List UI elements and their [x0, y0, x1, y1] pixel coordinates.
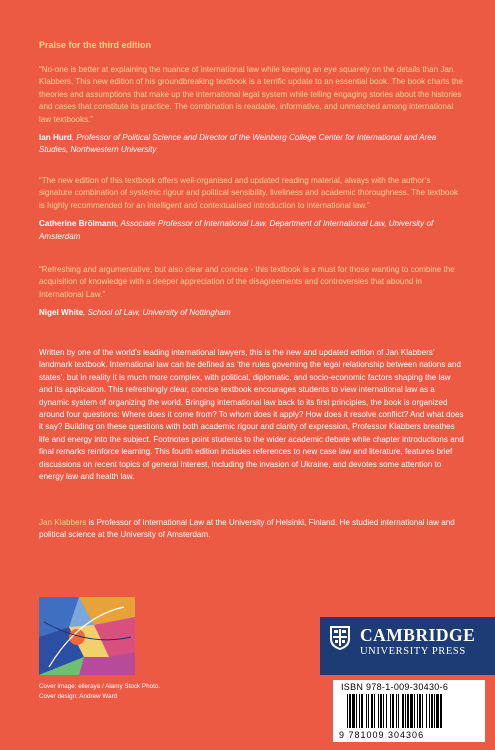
isbn-barcode-block: [333, 680, 485, 742]
barcode-bar: [349, 694, 351, 728]
praise-quote-3: [39, 264, 464, 320]
abstract-art-icon: [39, 597, 135, 675]
quote-author: Ian Hurd: [39, 133, 72, 143]
quote-attribution: [39, 132, 464, 157]
quote-text: “No-one is better at explaining the nuance of international law while keeping an eye squarely on the details than Jan Klabbers. This new edition of his groundbreaking textbook is a terrific update to an essential book. The book charts the theories and assumptions that make up the international legal system while telling engaging stories about the histories and cases that constitute its practice. The combination is readable, informative, and unmatched among international law textbooks.”: [39, 65, 463, 124]
barcode-bar: [383, 694, 384, 728]
barcode-digits: 9 781009 304306: [339, 730, 425, 740]
quote-attribution: [39, 307, 464, 319]
barcode-bar: [390, 694, 391, 728]
barcode-bar: [368, 694, 369, 728]
barcode-bar: [440, 694, 442, 728]
quote-author: Catherine Brölmann: [39, 219, 117, 229]
publisher-subname: UNIVERSITY PRESS: [360, 646, 466, 657]
barcode-bar: [414, 694, 415, 728]
barcode-bar: [429, 694, 430, 728]
barcode-icon: [337, 694, 481, 740]
cover-image-credit: Cover image: elleraya / Alamy Stock Photo.: [39, 683, 161, 690]
isbn-label: ISBN 978-1-009-30430-6: [341, 682, 449, 692]
barcode-bar: [436, 694, 439, 728]
quote-attribution: [39, 218, 464, 243]
barcode-bar: [371, 694, 373, 728]
barcode-bar: [434, 694, 435, 728]
quote-affiliation: , School of Law, University of Nottingham: [83, 308, 231, 318]
barcode-bar: [366, 694, 367, 728]
barcode-bar: [378, 694, 379, 728]
barcode-bar: [431, 694, 433, 728]
quote-affiliation: , Associate Professor of International Law, Department of International Law, University of Amsterdam: [39, 219, 434, 241]
barcode-bar: [410, 694, 413, 728]
barcode-bar: [361, 694, 363, 728]
quote-author: Nigel White: [39, 308, 84, 318]
barcode-bar: [347, 694, 348, 728]
barcode-bar: [396, 694, 397, 728]
barcode-bar: [392, 694, 394, 728]
quote-affiliation: , Professor of Political Science and Director of the Weinberg College Center for International and Area Studies, Northwestern University: [39, 133, 437, 155]
barcode-bar: [417, 694, 418, 728]
praise-quote-2: [39, 175, 464, 243]
barcode-bar: [405, 694, 406, 728]
barcode-bar: [380, 694, 382, 728]
quote-text: “Refreshing and argumentative, but also clear and concise - this textbook is a must for those wanting to combine the acquisition of knowledge with a deeper appreciation of the disagreements and controversies that abound in International Law.”: [39, 265, 455, 299]
barcode-bar: [407, 694, 409, 728]
author-name: Jan Klabbers: [39, 518, 87, 527]
author-bio-text: is Professor of International Law at the University of Helsinki, Finland. He studied international law and political science at the University of Amsterdam.: [39, 518, 455, 540]
barcode-bar: [398, 694, 399, 728]
praise-heading: Praise for the third edition: [39, 40, 152, 50]
quote-text: “The new edition of this textbook offers well-organised and updated reading material, always with the author’s signature combination of systemic rigour and political sensibility, liveliness and academic thoroughness. The textbook is highly recommended for an intelligent and contextualised introduction to international law.”: [39, 176, 458, 210]
author-bio: [39, 517, 464, 542]
barcode-bar: [356, 694, 357, 728]
praise-quote-1: [39, 64, 464, 157]
cover-credits: [39, 682, 160, 702]
barcode-bar: [386, 694, 387, 728]
cover-thumbnail-image: [39, 597, 135, 675]
barcode-bar: [419, 694, 421, 728]
publisher-name: CAMBRIDGE: [360, 625, 476, 645]
publisher-logo: [320, 617, 495, 675]
barcode-bar: [352, 694, 355, 728]
cambridge-crest-icon: [329, 625, 351, 651]
barcode-bar: [359, 694, 360, 728]
barcode-bar: [426, 694, 427, 728]
book-description: Written by one of the world’s leading international lawyers, this is the new and updated edition of Jan Klabbers’ landmark textbook. International law can be defined as ‘the rules governing the legal relationship between nations and states’, but in reality it is much more complex, with political, diplomatic, and socio-economic factors shaping the law and its application. This refreshingly clear, concise textbook encourages students to view international law as a dynamic system of organizing the world. Bringing international law back to its first principles, the book is organized around four questions: Where does it come from? To whom does it apply? How does it resolve conflict? And what does it say? Building on these questions with both academic rigour and clarity of expression, Professor Klabbers breathes life and energy into the subject. Footnotes point students to the wider academic debate while chapter introductions and final remarks reinforce learning. This fourth edition includes references to new case law and literature, features brief discussions on recent topics of general interest, including the invasion of Ukraine, and devotes some attention to energy law and health law.: [39, 348, 464, 482]
barcode-bar: [422, 694, 423, 728]
cover-design-credit: Cover design: Andrew Ward: [39, 693, 118, 700]
barcode-bar: [374, 694, 375, 728]
barcode-bar: [402, 694, 404, 728]
